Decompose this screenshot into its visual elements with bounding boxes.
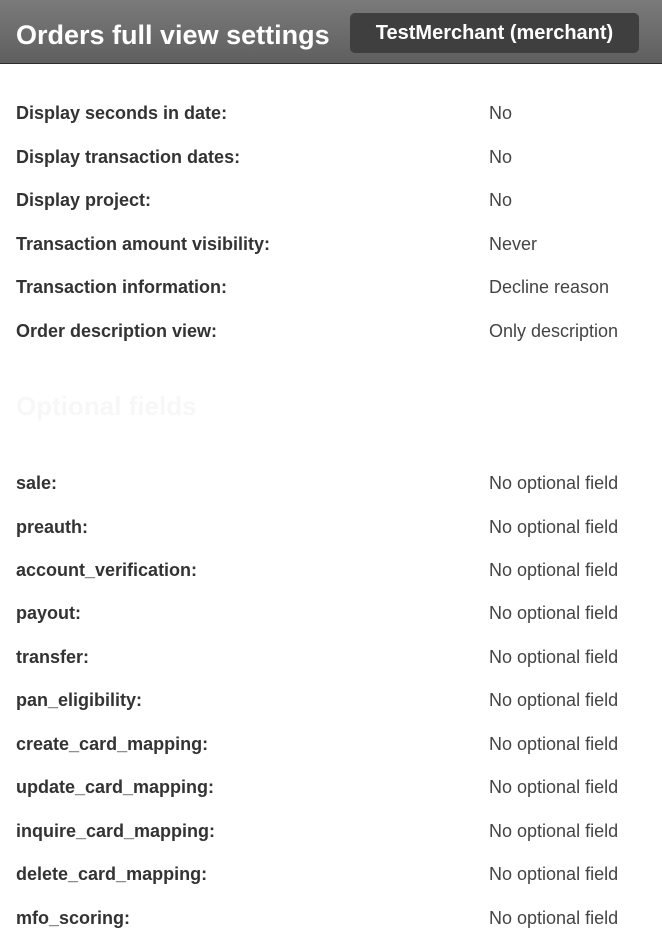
optional-fields-heading: Optional fields [16,391,197,421]
setting-row-display-project [0,188,662,212]
setting-label: Transaction amount visibility: [16,234,271,254]
optional-field-value: No optional field [489,647,619,667]
optional-field-row [0,688,662,712]
page-title: Orders full view settings [16,20,330,50]
optional-field-label: payout: [16,603,81,623]
setting-label: Transaction information: [16,277,228,297]
setting-value: No [489,103,513,123]
setting-label: Order description view: [16,321,218,341]
optional-field-value: No optional field [489,560,619,580]
optional-field-row [0,515,662,539]
merchant-badge[interactable]: TestMerchant (merchant) [350,13,639,53]
optional-field-label: pan_eligibility: [16,690,143,710]
setting-row-transaction-information [0,275,662,299]
setting-row-display-seconds [0,101,662,125]
setting-value: No [489,190,513,210]
optional-field-row [0,645,662,669]
optional-field-label: update_card_mapping: [16,777,215,797]
setting-row-transaction-amount-visibility [0,232,662,256]
optional-field-value: No optional field [489,603,619,623]
optional-field-row [0,819,662,843]
setting-label: Display transaction dates: [16,147,241,167]
setting-row-order-description-view [0,319,662,343]
optional-field-label: mfo_scoring: [16,908,131,928]
optional-field-row [0,471,662,495]
optional-field-row [0,906,662,930]
optional-field-row [0,775,662,799]
optional-field-label: preauth: [16,517,88,537]
optional-field-label: transfer: [16,647,90,667]
optional-field-row [0,862,662,886]
page-header [0,0,662,64]
optional-field-value: No optional field [489,690,619,710]
optional-field-row [0,601,662,625]
optional-field-value: No optional field [489,908,619,928]
optional-field-label: create_card_mapping: [16,734,209,754]
optional-field-value: No optional field [489,734,619,754]
optional-field-label: inquire_card_mapping: [16,821,216,841]
setting-label: Display project: [16,190,152,210]
optional-field-label: delete_card_mapping: [16,864,208,884]
optional-field-value: No optional field [489,777,619,797]
setting-value: Never [489,234,538,254]
setting-row-display-transaction-dates [0,145,662,169]
optional-field-value: No optional field [489,864,619,884]
optional-field-value: No optional field [489,821,619,841]
optional-field-value: No optional field [489,517,619,537]
optional-field-row [0,558,662,582]
setting-value: No [489,147,513,167]
optional-field-row [0,732,662,756]
setting-value: Decline reason [489,277,610,297]
setting-label: Display seconds in date: [16,103,228,123]
optional-field-label: account_verification: [16,560,198,580]
optional-field-label: sale: [16,473,58,493]
setting-value: Only description [489,321,619,341]
optional-field-value: No optional field [489,473,619,493]
